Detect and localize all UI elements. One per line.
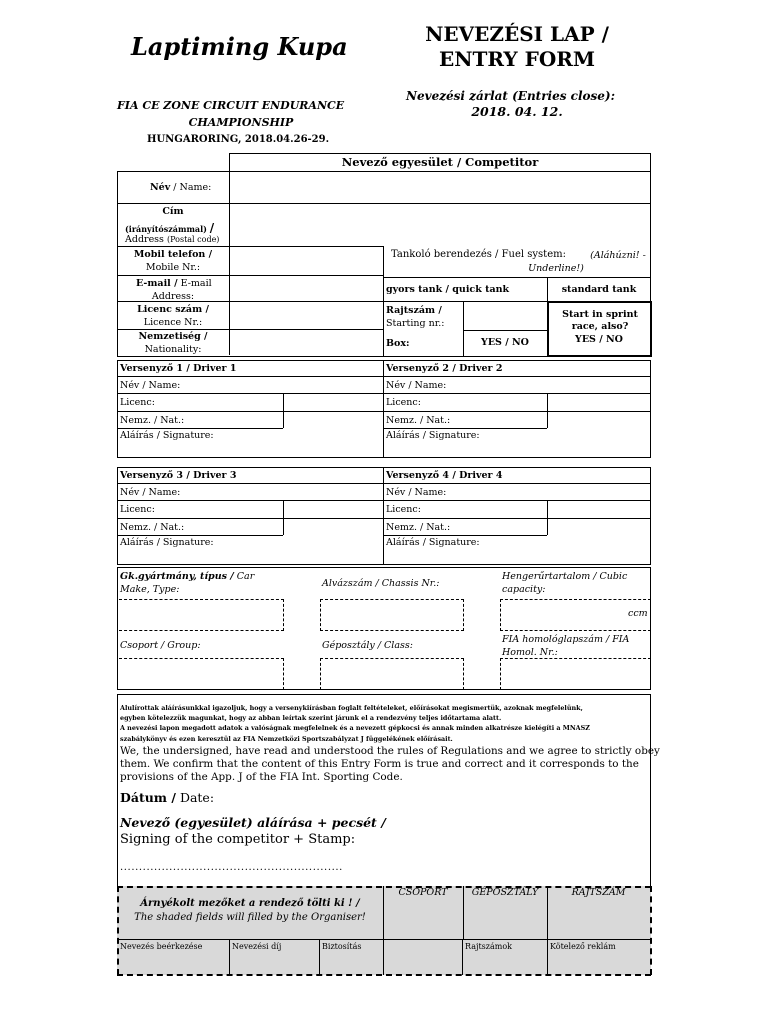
licence-label-hu: Licenc szám /	[137, 304, 209, 315]
start-no-label-en: Starting nr.:	[386, 318, 445, 329]
signing-label-hu: Nevező (egyesület) aláírása + pecsét /	[120, 815, 386, 830]
chassis-label: Alvázszám / Chassis Nr.:	[322, 578, 440, 589]
organiser-class-label: GÉPOSZTÁLY	[471, 887, 539, 898]
chassis-field[interactable]	[320, 599, 464, 631]
standard-tank-option[interactable]: standard tank	[561, 284, 637, 295]
start-no-label-hu: Rajtszám /	[386, 305, 442, 316]
driver2-signature-label[interactable]: Aláírás / Signature:	[386, 430, 480, 441]
driver2-nat-label[interactable]: Nemz. / Nat.:	[386, 415, 451, 426]
ccm-unit: ccm	[628, 608, 648, 619]
group-field[interactable]	[119, 658, 284, 690]
address-label-hu: Cím	[162, 206, 184, 217]
declaration-en-line3: provisions of the App. J of the FIA Int. Sporting Code.	[120, 771, 403, 783]
declaration-hu-line3: A nevezési lapon megadott adatok a valóságnak megfelelnek és a nevezett gépkocsi és annak minden alkatrésze kielégíti a MNASZ	[120, 724, 590, 732]
organiser-fee-label: Nevezési díj	[232, 942, 282, 951]
declaration-hu-line2: egyben kötelezzük magunkat, hogy az abban leírtak szerint járunk el a rendezvény teljes időtartama alatt.	[120, 714, 502, 722]
organiser-note-en: The shaded fields will filled by the Organiser!	[134, 912, 366, 923]
organiser-ad-label: Kötelező reklám	[550, 942, 616, 951]
date-label-hu: Dátum /	[120, 790, 176, 805]
driver1-licence-label[interactable]: Licenc:	[120, 397, 155, 408]
driver1-nat-label[interactable]: Nemz. / Nat.:	[120, 415, 185, 426]
car-make-field[interactable]	[119, 599, 284, 631]
car-make-label-en: Car	[236, 571, 255, 582]
licence-label-en: Licence Nr.:	[143, 317, 203, 328]
address-label-en: Address	[125, 234, 164, 245]
driver1-title: Versenyző 1 / Driver 1	[120, 363, 237, 374]
fuel-system-label: Tankoló berendezés / Fuel system:	[391, 249, 566, 260]
email-label-en: E-mail	[180, 278, 212, 289]
group-label: Csoport / Group:	[120, 640, 201, 651]
driver1-name-label[interactable]: Név / Name:	[120, 380, 181, 391]
car-make-label-hu: Gk.gyártmány, típus /	[120, 571, 234, 582]
competitor-licence-field[interactable]	[231, 303, 382, 328]
driver4-name-label[interactable]: Név / Name:	[386, 487, 447, 498]
championship-line2: CHAMPIONSHIP	[188, 116, 294, 129]
venue-date: HUNGARORING, 2018.04.26-29.	[147, 134, 330, 145]
organiser-group-label: CSOPORT	[398, 887, 448, 898]
nationality-label-en: Nationality:	[144, 344, 202, 355]
driver3-title: Versenyző 3 / Driver 3	[120, 470, 237, 481]
class-field[interactable]	[320, 658, 464, 690]
competitor-nationality-field[interactable]	[231, 331, 382, 355]
form-title-line1: NEVEZÉSI LAP /	[425, 22, 609, 46]
homol-label-line2: Homol. Nr.:	[502, 647, 558, 658]
capacity-label-line2: capacity:	[502, 584, 546, 595]
homol-field[interactable]	[500, 658, 651, 690]
deadline-label: Nevezési zárlat (Entries close):	[406, 89, 616, 103]
competitor-email-field[interactable]	[231, 277, 382, 300]
driver3-nat-label[interactable]: Nemz. / Nat.:	[120, 522, 185, 533]
mobile-label-hu: Mobil telefon /	[133, 249, 213, 260]
signing-label-en: Signing of the competitor + Stamp:	[120, 832, 356, 847]
car-make-label-en2: Make, Type:	[120, 584, 180, 595]
deadline-date: 2018. 04. 12.	[471, 104, 563, 119]
declaration-en-line1: We, the undersigned, have read and understood the rules of Regulations and we agree to strictly obey	[120, 745, 660, 757]
sprint-yes-no[interactable]: YES / NO	[575, 334, 623, 345]
sprint-question: Start in sprint race, also?	[562, 309, 638, 332]
driver4-signature-label[interactable]: Aláírás / Signature:	[386, 537, 480, 548]
signature-line[interactable]: ...........................................................	[120, 862, 343, 873]
name-label-en: Name:	[179, 182, 212, 193]
class-label: Géposztály / Class:	[322, 640, 413, 651]
organiser-numbers-label: Rajtszámok	[465, 942, 513, 951]
address-label-hu2: (irányítószámmal)	[125, 224, 207, 234]
date-label-en[interactable]: Date:	[179, 790, 215, 805]
driver2-title: Versenyző 2 / Driver 2	[386, 363, 503, 374]
email-label-en2: Address:	[151, 291, 195, 302]
competitor-name-field[interactable]	[231, 173, 649, 202]
driver2-name-label[interactable]: Név / Name:	[386, 380, 447, 391]
driver2-licence-label[interactable]: Licenc:	[386, 397, 421, 408]
capacity-label-line1: Hengerűrtartalom / Cubic	[502, 571, 628, 582]
name-label-hu: Név	[150, 182, 171, 193]
championship-line1: FIA CE ZONE CIRCUIT ENDURANCE	[117, 99, 345, 112]
mobile-label-en: Mobile Nr.:	[145, 262, 201, 273]
competitor-address-field[interactable]	[231, 205, 649, 245]
driver4-licence-label[interactable]: Licenc:	[386, 504, 421, 515]
organiser-note-hu: Árnyékolt mezőket a rendező tölti ki ! /	[140, 898, 360, 909]
driver1-signature-label[interactable]: Aláírás / Signature:	[120, 430, 214, 441]
quick-tank-option[interactable]: gyors tank / quick tank	[386, 284, 510, 295]
email-label-hu: E-mail /	[136, 278, 178, 289]
competitor-title: Nevező egyesület / Competitor	[341, 155, 539, 169]
form-title-line2: ENTRY FORM	[438, 47, 596, 71]
nationality-label-hu: Nemzetiség /	[138, 331, 208, 342]
declaration-hu-line1: Alulírottak aláírásunkkal igazoljuk, hogy a versenykiírásban foglalt feltételeket, előírásokat megismertük, azoknak megfelelünk,	[120, 704, 583, 712]
driver4-title: Versenyző 4 / Driver 4	[386, 470, 503, 481]
driver3-name-label[interactable]: Név / Name:	[120, 487, 181, 498]
box-label: Box:	[386, 338, 410, 349]
driver3-signature-label[interactable]: Aláírás / Signature:	[120, 537, 214, 548]
event-title: Laptiming Kupa	[131, 32, 348, 61]
address-label-en2: (Postal code)	[166, 235, 220, 244]
driver3-licence-label[interactable]: Licenc:	[120, 504, 155, 515]
box-yes-no[interactable]: YES / NO	[481, 337, 529, 348]
declaration-en-line2: them. We confirm that the content of this Entry Form is true and correct and it corresponds to the	[120, 758, 639, 770]
declaration-hu-line4: szabálykönyv és ezen keresztül az FIA Nemzetközi Sportszabályzat J függelékének előírásait.	[120, 735, 453, 743]
organiser-start-no-label: RAJTSZÁM	[571, 887, 626, 898]
organiser-received-label: Nevezés beérkezése	[120, 942, 203, 951]
driver4-nat-label[interactable]: Nemz. / Nat.:	[386, 522, 451, 533]
fuel-system-note: (Aláhúzni! - Underline!)	[528, 250, 646, 274]
organiser-insurance-label: Biztosítás	[322, 942, 362, 951]
homol-label-line1: FIA homológlapszám / FIA	[502, 634, 630, 645]
start-no-field[interactable]	[465, 303, 546, 329]
competitor-mobile-field[interactable]	[231, 248, 382, 274]
